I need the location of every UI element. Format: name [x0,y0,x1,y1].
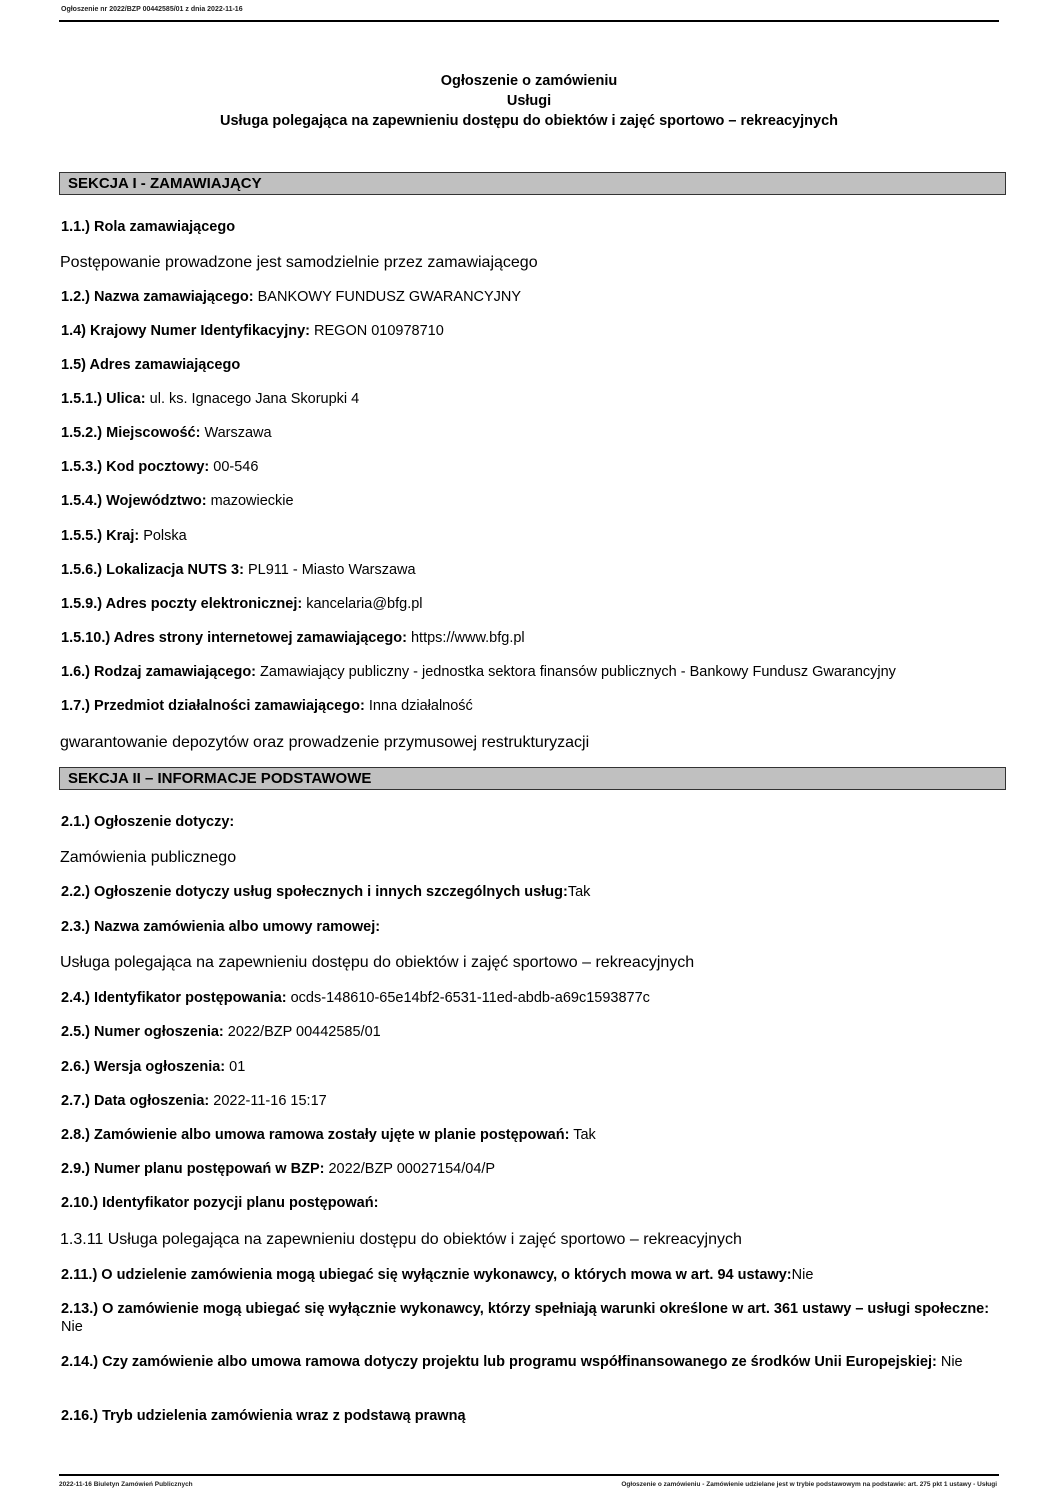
field-1-2: 1.2.) Nazwa zamawiającego: BANKOWY FUNDUSZ GWARANCYJNY [61,289,522,305]
field-1-4: 1.4) Krajowy Numer Identyfikacyjny: REGON 010978710 [61,323,444,339]
field-2-6: 2.6.) Wersja ogłoszenia: 01 [61,1059,246,1075]
field-1-5: 1.5) Adres zamawiającego [61,357,241,373]
header-divider [59,20,999,22]
footer-divider [59,1474,999,1476]
field-2-16: 2.16.) Tryb udzielenia zamówienia wraz z podstawą prawną [61,1408,466,1424]
section-1-heading: SEKCJA I - ZAMAWIAJĄCY [59,172,1006,195]
field-2-11: 2.11.) O udzielenie zamówienia mogą ubiegać się wyłącznie wykonawcy, o których mowa w art. 94 ustawy:Nie [61,1267,814,1283]
doc-subject: Usługa polegająca na zapewnieniu dostępu do obiektów i zajęć sportowo – rekreacyjnych [219,113,839,129]
field-2-8: 2.8.) Zamówienie albo umowa ramowa zostały ujęte w planie postępowań: Tak [61,1127,596,1143]
field-2-7: 2.7.) Data ogłoszenia: 2022-11-16 15:17 [61,1093,327,1109]
field-2-1-value: Zamówienia publicznego [60,849,237,866]
field-2-3: 2.3.) Nazwa zamówienia albo umowy ramowej: [61,919,381,935]
field-2-4: 2.4.) Identyfikator postępowania: ocds-148610-65e14bf2-6531-11ed-abdb-a69c1593877c [61,990,650,1006]
field-2-3-value: Usługa polegająca na zapewnieniu dostępu do obiektów i zajęć sportowo – rekreacyjnych [60,954,695,971]
footer-left: 2022-11-16 Biuletyn Zamówień Publicznych [59,1481,193,1488]
field-1-5-6: 1.5.6.) Lokalizacja NUTS 3: PL911 - Miasto Warszawa [61,562,416,578]
field-1-5-1: 1.5.1.) Ulica: ul. ks. Ignacego Jana Skorupki 4 [61,391,360,407]
footer-right: Ogłoszenie o zamówieniu - Zamówienie udzielane jest w trybie podstawowym na podstawie: art. 275 pkt 1 ustawy - Usługi [621,1481,997,1488]
doc-title: Ogłoszenie o zamówieniu [440,73,618,89]
field-1-6: 1.6.) Rodzaj zamawiającego: Zamawiający publiczny - jednostka sektora finansów publicznych - Bankowy Fundusz Gwarancyjny [61,664,896,680]
field-1-5-9: 1.5.9.) Adres poczty elektronicznej: kancelaria@bfg.pl [61,596,423,612]
field-1-7-description: gwarantowanie depozytów oraz prowadzenie przymusowej restrukturyzacji [60,734,590,751]
field-2-1: 2.1.) Ogłoszenie dotyczy: [61,814,235,830]
field-1-5-3: 1.5.3.) Kod pocztowy: 00-546 [61,459,259,475]
field-2-10-value: 1.3.11 Usługa polegająca na zapewnieniu dostępu do obiektów i zajęć sportowo – rekreacyjnych [60,1231,742,1248]
field-2-2: 2.2.) Ogłoszenie dotyczy usług społecznych i innych szczególnych usług:Tak [61,884,591,900]
field-2-14: 2.14.) Czy zamówienie albo umowa ramowa dotyczy projektu lub programu współfinansowanego ze środków Unii Europejskiej: Nie [61,1354,963,1370]
field-2-5: 2.5.) Numer ogłoszenia: 2022/BZP 00442585/01 [61,1024,381,1040]
field-2-9: 2.9.) Numer planu postępowań w BZP: 2022/BZP 00027154/04/P [61,1161,496,1177]
field-2-10: 2.10.) Identyfikator pozycji planu postępowań: [61,1195,379,1211]
field-1-7: 1.7.) Przedmiot działalności zamawiającego: Inna działalność [61,698,473,714]
field-1-5-4: 1.5.4.) Województwo: mazowieckie [61,493,294,509]
page-header: Ogłoszenie nr 2022/BZP 00442585/01 z dnia 2022-11-16 [61,6,243,13]
field-2-13: 2.13.) O zamówienie mogą ubiegać się wyłącznie wykonawcy, którzy spełniają warunki określone w art. 361 ustawy – usługi społeczne: Nie [61,1301,990,1335]
field-1-5-5: 1.5.5.) Kraj: Polska [61,528,187,544]
field-1-1-value: Postępowanie prowadzone jest samodzielnie przez zamawiającego [60,254,538,271]
section-2-heading: SEKCJA II – INFORMACJE PODSTAWOWE [59,767,1006,790]
doc-type: Usługi [506,93,552,109]
field-1-5-2: 1.5.2.) Miejscowość: Warszawa [61,425,272,441]
field-1-5-10: 1.5.10.) Adres strony internetowej zamawiającego: https://www.bfg.pl [61,630,525,646]
field-1-1: 1.1.) Rola zamawiającego [61,219,236,235]
